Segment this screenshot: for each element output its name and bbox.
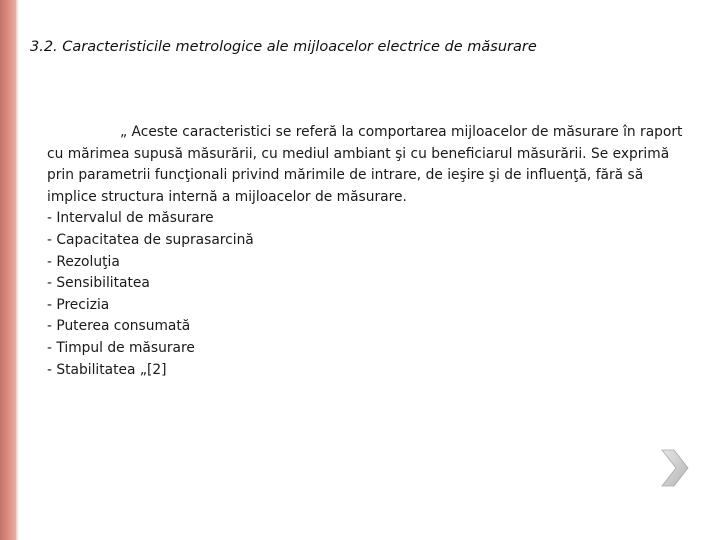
list-item: - Sensibilitatea xyxy=(47,275,150,292)
list-item: - Intervalul de măsurare xyxy=(47,210,214,227)
slide-title: 3.2. Caracteristicile metrologice ale mijloacelor electrice de măsurare xyxy=(30,39,537,55)
side-bar-highlight xyxy=(16,0,19,540)
list-item: - Rezoluţia xyxy=(47,253,120,270)
slide-body xyxy=(47,122,687,381)
list-item: - Precizia xyxy=(47,296,110,313)
next-slide-button[interactable] xyxy=(660,448,690,488)
decorative-side-bar xyxy=(0,0,16,540)
list-item: - Capacitatea de suprasarcină xyxy=(47,231,254,248)
list-item: - Puterea consumată xyxy=(47,318,191,335)
list-item: - Timpul de măsurare xyxy=(47,339,195,356)
chevron-right-icon xyxy=(660,448,690,488)
characteristics-list xyxy=(47,208,687,381)
list-item: - Stabilitatea „[2] xyxy=(47,361,167,378)
intro-paragraph: „ Aceste caracteristici se referă la comportarea mijloacelor de măsurare în raport cu mărimea supusă măsurării, cu mediul ambiant şi cu beneficiarul măsurării. Se exprimă prin parametrii funcţionali privind mărimile de intrare, de ieşire şi de influenţă, fără să implice structura internă a mijloacelor de măsurare. xyxy=(47,124,683,205)
